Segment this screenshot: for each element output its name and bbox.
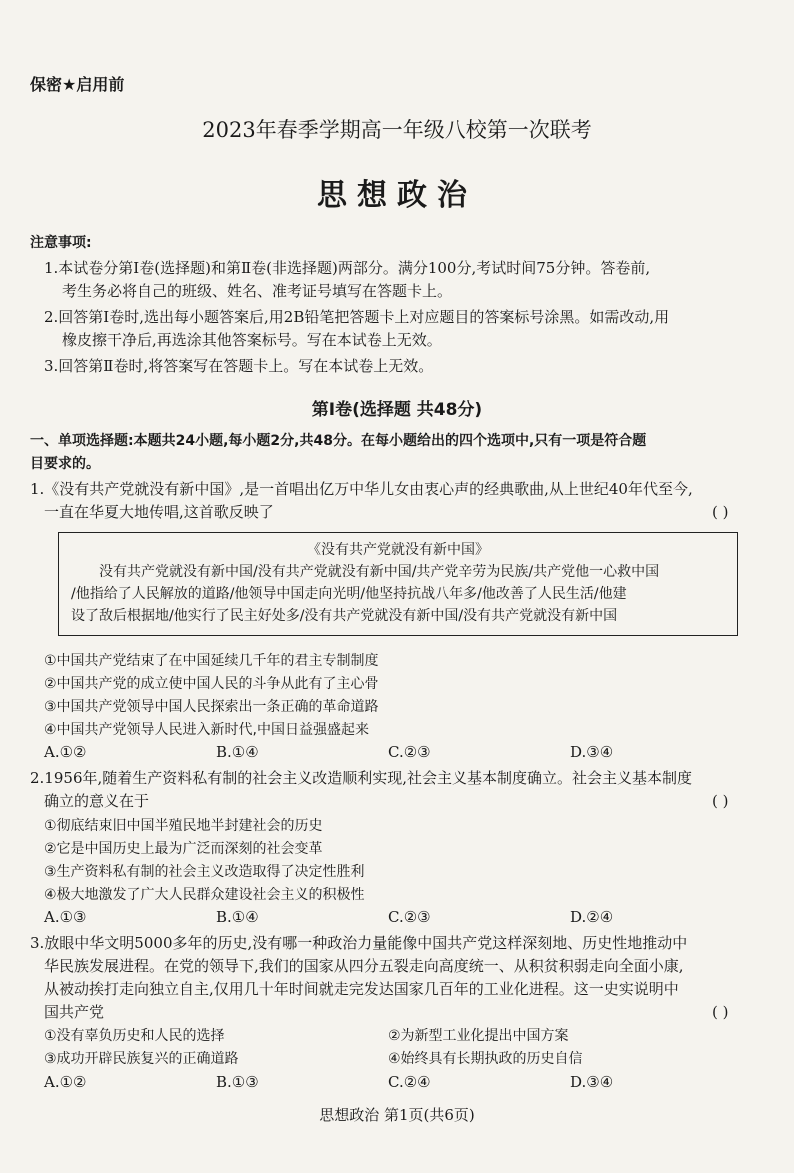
q1-stem-line-1: 1.《没有共产党就没有新中国》,是一首唱出亿万中华儿女由衷心声的经典歌曲,从上世纪40年代至今,	[30, 480, 693, 498]
q2-statement-4: ④极大地激发了广大人民群众建设社会主义的积极性	[44, 887, 365, 903]
q3-answer-bracket: ( )	[712, 1003, 729, 1021]
q2-option-a[interactable]: A.①③	[44, 908, 87, 926]
lyrics-line-2: /他指给了人民解放的道路/他领导中国走向光明/他坚持抗战八年多/他改善了人民生活/他建	[71, 586, 627, 602]
q3-statement-2: ②为新型工业化提出中国方案	[388, 1028, 569, 1044]
q3-option-c[interactable]: C.②④	[388, 1073, 431, 1091]
q2-option-c[interactable]: C.②③	[388, 908, 431, 926]
q2-stem-line-1: 2.1956年,随着生产资料私有制的社会主义改造顺利实现,社会主义基本制度确立。社会主义基本制度	[30, 769, 693, 787]
q1-option-c[interactable]: C.②③	[388, 743, 431, 761]
section-instruction-line-1: 一、单项选择题:本题共24小题,每小题2分,共48分。在每小题给出的四个选项中,只有一项是符合题	[30, 433, 647, 449]
lyrics-line-1: 没有共产党就没有新中国/没有共产党就没有新中国/共产党辛劳为民族/共产党他一心救中国	[99, 564, 660, 580]
lyrics-line-3: 设了敌后根据地/他实行了民主好处多/没有共产党就没有新中国/没有共产党就没有新中国	[71, 608, 618, 624]
lyrics-title: 《没有共产党就没有新中国》	[307, 542, 489, 558]
q1-option-a[interactable]: A.①②	[44, 743, 87, 761]
q1-statement-3: ③中国共产党领导中国人民探索出一条正确的革命道路	[44, 699, 379, 715]
note-3-line-1: 3.回答第Ⅱ卷时,将答案写在答题卡上。写在本试卷上无效。	[44, 357, 434, 375]
note-2-line-1: 2.回答第Ⅰ卷时,选出每小题答案后,用2B铅笔把答题卡上对应题目的答案标号涂黑。如需改动,用	[44, 308, 670, 326]
q1-option-d[interactable]: D.③④	[570, 743, 614, 761]
q1-answer-bracket: ( )	[712, 503, 729, 521]
q1-statement-4: ④中国共产党领导人民进入新时代,中国日益强盛起来	[44, 722, 369, 738]
note-1-line-2: 考生务必将自己的班级、姓名、准考证号填写在答题卡上。	[62, 282, 453, 300]
q3-statement-1: ①没有辜负历史和人民的选择	[44, 1028, 225, 1044]
q3-stem-line-2: 华民族发展进程。在党的领导下,我们的国家从四分五裂走向高度统一、从积贫积弱走向全面小康,	[44, 957, 684, 975]
q1-stem-line-2: 一直在华夏大地传唱,这首歌反映了	[44, 503, 274, 521]
confidential-label: 保密★启用前	[30, 75, 125, 94]
q2-answer-bracket: ( )	[712, 792, 729, 810]
exam-title: 2023年春季学期高一年级八校第一次联考	[202, 118, 592, 142]
q3-stem-line-4: 国共产党	[44, 1003, 105, 1021]
q2-statement-2: ②它是中国历史上最为广泛而深刻的社会变革	[44, 841, 323, 857]
q3-option-b[interactable]: B.①③	[216, 1073, 259, 1091]
q2-option-d[interactable]: D.②④	[570, 908, 614, 926]
note-2-line-2: 橡皮擦干净后,再选涂其他答案标号。写在本试卷上无效。	[62, 331, 442, 349]
q2-option-b[interactable]: B.①④	[216, 908, 259, 926]
q3-statement-3: ③成功开辟民族复兴的正确道路	[44, 1051, 239, 1067]
q3-stem-line-3: 从被动挨打走向独立自主,仅用几十年时间就走完发达国家几百年的工业化进程。这一史实说明中	[44, 980, 679, 998]
q1-statement-1: ①中国共产党结束了在中国延续几千年的君主专制制度	[44, 653, 379, 669]
lyrics-box	[58, 532, 738, 636]
q1-statement-2: ②中国共产党的成立使中国人民的斗争从此有了主心骨	[44, 676, 379, 692]
note-1-line-1: 1.本试卷分第Ⅰ卷(选择题)和第Ⅱ卷(非选择题)两部分。满分100分,考试时间75分钟。答卷前,	[44, 259, 651, 277]
subject-title: 思想政治	[317, 178, 477, 213]
q2-statement-1: ①彻底结束旧中国半殖民地半封建社会的历史	[44, 818, 323, 834]
page-footer: 思想政治 第1页(共6页)	[319, 1106, 475, 1124]
q3-statement-4: ④始终具有长期执政的历史自信	[388, 1051, 583, 1067]
section-instruction-line-2: 目要求的。	[30, 456, 100, 472]
q1-option-b[interactable]: B.①④	[216, 743, 259, 761]
q3-option-a[interactable]: A.①②	[44, 1073, 87, 1091]
q2-statement-3: ③生产资料私有制的社会主义改造取得了决定性胜利	[44, 864, 365, 880]
section-title: 第Ⅰ卷(选择题 共48分)	[311, 400, 483, 420]
q3-stem-line-1: 3.放眼中华文明5000多年的历史,没有哪一种政治力量能像中国共产党这样深刻地、历史性地推动中	[30, 934, 688, 952]
notes-heading: 注意事项:	[30, 235, 92, 251]
q3-option-d[interactable]: D.③④	[570, 1073, 614, 1091]
q2-stem-line-2: 确立的意义在于	[44, 792, 150, 810]
